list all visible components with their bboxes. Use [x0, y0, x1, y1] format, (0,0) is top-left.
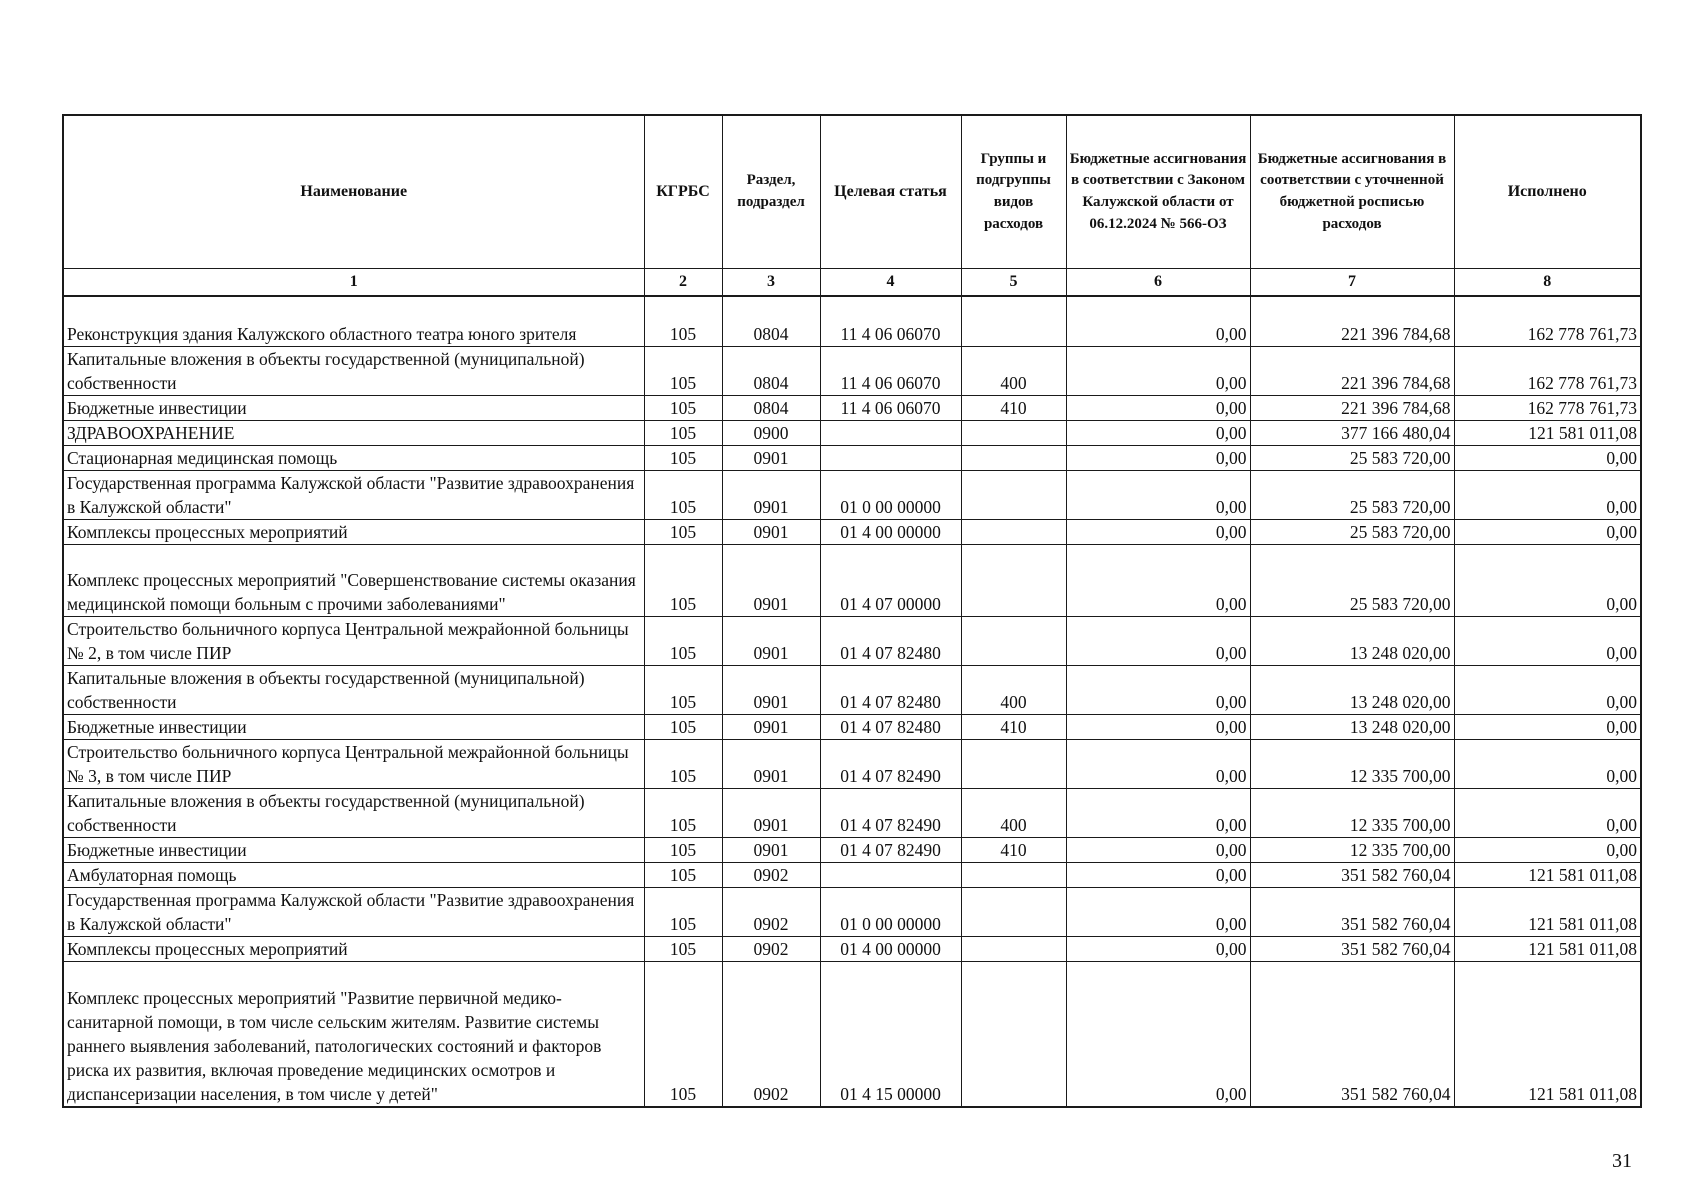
table-row	[63, 887, 1641, 936]
row-done-amount: 121 581 011,08	[1454, 936, 1641, 961]
row-done-amount: 0,00	[1454, 544, 1641, 616]
table-row	[63, 961, 1641, 1107]
row-gruppa: 410	[961, 395, 1066, 420]
row-gruppa: 400	[961, 346, 1066, 395]
header-row	[63, 115, 1641, 269]
row-name: Бюджетные инвестиции	[63, 714, 644, 739]
row-statya: 01 0 00 00000	[820, 887, 961, 936]
row-law-amount: 0,00	[1066, 936, 1250, 961]
row-law-amount: 0,00	[1066, 837, 1250, 862]
row-gruppa	[961, 616, 1066, 665]
row-kgrbs: 105	[644, 445, 722, 470]
header-name: Наименование	[63, 115, 644, 269]
row-done-amount: 0,00	[1454, 519, 1641, 544]
table-row	[63, 862, 1641, 887]
row-name: Государственная программа Калужской области "Развитие здравоохранения в Калужской области"	[63, 887, 644, 936]
row-plan-amount: 12 335 700,00	[1250, 739, 1454, 788]
row-statya: 01 4 07 82480	[820, 665, 961, 714]
row-done-amount: 162 778 761,73	[1454, 296, 1641, 346]
row-name: Комплекс процессных мероприятий "Развитие первичной медико-санитарной помощи, в том числе сельским жителям. Развитие системы раннего выявления заболеваний, патологических состояний и факторов риска их развития, включая проведение медицинских осмотров и диспансеризации населения, в том числе у детей"	[63, 961, 644, 1107]
row-name: Амбулаторная помощь	[63, 862, 644, 887]
row-razdel: 0901	[722, 519, 820, 544]
row-plan-amount: 25 583 720,00	[1250, 519, 1454, 544]
row-razdel: 0901	[722, 544, 820, 616]
row-razdel: 0804	[722, 395, 820, 420]
row-statya	[820, 445, 961, 470]
row-statya	[820, 862, 961, 887]
row-razdel: 0902	[722, 961, 820, 1107]
row-law-amount: 0,00	[1066, 519, 1250, 544]
header-law: Бюджетные ассигнования в соответствии с Законом Калужской области от 06.12.2024 № 566-ОЗ	[1066, 115, 1250, 269]
row-gruppa	[961, 519, 1066, 544]
row-plan-amount: 351 582 760,04	[1250, 961, 1454, 1107]
row-plan-amount: 12 335 700,00	[1250, 837, 1454, 862]
row-done-amount: 0,00	[1454, 837, 1641, 862]
row-gruppa	[961, 544, 1066, 616]
column-number: 3	[722, 269, 820, 297]
row-statya: 11 4 06 06070	[820, 395, 961, 420]
row-name: ЗДРАВООХРАНЕНИЕ	[63, 420, 644, 445]
header-kgrbs: КГРБС	[644, 115, 722, 269]
table-row	[63, 395, 1641, 420]
row-kgrbs: 105	[644, 739, 722, 788]
row-name: Комплексы процессных мероприятий	[63, 936, 644, 961]
row-law-amount: 0,00	[1066, 665, 1250, 714]
row-statya: 01 0 00 00000	[820, 470, 961, 519]
column-number: 8	[1454, 269, 1641, 297]
row-kgrbs: 105	[644, 887, 722, 936]
row-statya: 01 4 00 00000	[820, 519, 961, 544]
row-done-amount: 121 581 011,08	[1454, 887, 1641, 936]
row-razdel: 0901	[722, 837, 820, 862]
column-number: 2	[644, 269, 722, 297]
page-number: 31	[1612, 1150, 1632, 1172]
row-gruppa	[961, 470, 1066, 519]
row-statya: 01 4 07 82480	[820, 714, 961, 739]
row-plan-amount: 25 583 720,00	[1250, 544, 1454, 616]
row-gruppa	[961, 445, 1066, 470]
column-number-row	[63, 269, 1641, 297]
table-row	[63, 714, 1641, 739]
header-statya: Целевая статья	[820, 115, 961, 269]
row-plan-amount: 351 582 760,04	[1250, 862, 1454, 887]
table-row	[63, 346, 1641, 395]
row-razdel: 0902	[722, 862, 820, 887]
row-kgrbs: 105	[644, 961, 722, 1107]
row-statya: 01 4 07 82480	[820, 616, 961, 665]
row-razdel: 0901	[722, 788, 820, 837]
row-law-amount: 0,00	[1066, 470, 1250, 519]
table-row	[63, 788, 1641, 837]
row-name: Капитальные вложения в объекты государственной (муниципальной) собственности	[63, 665, 644, 714]
row-kgrbs: 105	[644, 346, 722, 395]
table-row	[63, 544, 1641, 616]
row-statya	[820, 420, 961, 445]
row-razdel: 0902	[722, 887, 820, 936]
row-razdel: 0901	[722, 470, 820, 519]
row-gruppa	[961, 862, 1066, 887]
header-gruppa: Группы и подгруппы видов расходов	[961, 115, 1066, 269]
row-plan-amount: 12 335 700,00	[1250, 788, 1454, 837]
row-done-amount: 0,00	[1454, 665, 1641, 714]
row-razdel: 0902	[722, 936, 820, 961]
row-plan-amount: 25 583 720,00	[1250, 470, 1454, 519]
row-plan-amount: 351 582 760,04	[1250, 936, 1454, 961]
row-kgrbs: 105	[644, 616, 722, 665]
row-done-amount: 0,00	[1454, 714, 1641, 739]
row-razdel: 0901	[722, 714, 820, 739]
row-gruppa	[961, 936, 1066, 961]
row-kgrbs: 105	[644, 420, 722, 445]
table-row	[63, 837, 1641, 862]
row-kgrbs: 105	[644, 837, 722, 862]
row-razdel: 0900	[722, 420, 820, 445]
header-plan: Бюджетные ассигнования в соответствии с уточненной бюджетной росписью расходов	[1250, 115, 1454, 269]
row-gruppa: 400	[961, 788, 1066, 837]
row-gruppa: 410	[961, 714, 1066, 739]
row-law-amount: 0,00	[1066, 714, 1250, 739]
row-law-amount: 0,00	[1066, 887, 1250, 936]
table-row	[63, 665, 1641, 714]
row-plan-amount: 377 166 480,04	[1250, 420, 1454, 445]
row-gruppa: 410	[961, 837, 1066, 862]
row-plan-amount: 13 248 020,00	[1250, 665, 1454, 714]
row-plan-amount: 351 582 760,04	[1250, 887, 1454, 936]
row-done-amount: 0,00	[1454, 616, 1641, 665]
row-name: Реконструкция здания Калужского областного театра юного зрителя	[63, 296, 644, 346]
row-kgrbs: 105	[644, 788, 722, 837]
row-plan-amount: 13 248 020,00	[1250, 714, 1454, 739]
row-statya: 01 4 15 00000	[820, 961, 961, 1107]
row-statya: 01 4 07 82490	[820, 837, 961, 862]
row-done-amount: 0,00	[1454, 739, 1641, 788]
row-done-amount: 162 778 761,73	[1454, 346, 1641, 395]
row-kgrbs: 105	[644, 936, 722, 961]
row-kgrbs: 105	[644, 519, 722, 544]
row-statya: 01 4 00 00000	[820, 936, 961, 961]
row-statya: 01 4 07 00000	[820, 544, 961, 616]
row-gruppa	[961, 887, 1066, 936]
row-razdel: 0804	[722, 346, 820, 395]
row-done-amount: 0,00	[1454, 788, 1641, 837]
row-gruppa	[961, 296, 1066, 346]
row-plan-amount: 25 583 720,00	[1250, 445, 1454, 470]
row-name: Капитальные вложения в объекты государственной (муниципальной) собственности	[63, 346, 644, 395]
column-number: 7	[1250, 269, 1454, 297]
row-name: Комплекс процессных мероприятий "Совершенствование системы оказания медицинской помощи больным с прочими заболеваниями"	[63, 544, 644, 616]
row-law-amount: 0,00	[1066, 961, 1250, 1107]
row-law-amount: 0,00	[1066, 445, 1250, 470]
row-statya: 11 4 06 06070	[820, 296, 961, 346]
header-razdel: Раздел, подраздел	[722, 115, 820, 269]
row-razdel: 0901	[722, 665, 820, 714]
row-plan-amount: 221 396 784,68	[1250, 346, 1454, 395]
row-law-amount: 0,00	[1066, 739, 1250, 788]
row-kgrbs: 105	[644, 862, 722, 887]
row-done-amount: 162 778 761,73	[1454, 395, 1641, 420]
column-number: 4	[820, 269, 961, 297]
row-kgrbs: 105	[644, 665, 722, 714]
row-done-amount: 121 581 011,08	[1454, 961, 1641, 1107]
table-row	[63, 519, 1641, 544]
row-statya: 11 4 06 06070	[820, 346, 961, 395]
row-name: Капитальные вложения в объекты государственной (муниципальной) собственности	[63, 788, 644, 837]
row-kgrbs: 105	[644, 544, 722, 616]
row-gruppa	[961, 961, 1066, 1107]
table-row	[63, 739, 1641, 788]
row-name: Строительство больничного корпуса Центральной межрайонной больницы № 2, в том числе ПИР	[63, 616, 644, 665]
row-done-amount: 121 581 011,08	[1454, 862, 1641, 887]
row-kgrbs: 105	[644, 470, 722, 519]
table-row	[63, 445, 1641, 470]
row-kgrbs: 105	[644, 296, 722, 346]
row-gruppa	[961, 739, 1066, 788]
row-done-amount: 0,00	[1454, 445, 1641, 470]
table-row	[63, 616, 1641, 665]
row-law-amount: 0,00	[1066, 346, 1250, 395]
budget-table	[62, 114, 1642, 1108]
row-law-amount: 0,00	[1066, 862, 1250, 887]
row-razdel: 0901	[722, 616, 820, 665]
row-law-amount: 0,00	[1066, 296, 1250, 346]
header-done: Исполнено	[1454, 115, 1641, 269]
row-gruppa	[961, 420, 1066, 445]
row-law-amount: 0,00	[1066, 395, 1250, 420]
row-kgrbs: 105	[644, 714, 722, 739]
row-plan-amount: 221 396 784,68	[1250, 395, 1454, 420]
row-name: Бюджетные инвестиции	[63, 395, 644, 420]
table-row	[63, 296, 1641, 346]
row-name: Строительство больничного корпуса Центральной межрайонной больницы № 3, в том числе ПИР	[63, 739, 644, 788]
row-razdel: 0901	[722, 445, 820, 470]
row-kgrbs: 105	[644, 395, 722, 420]
table-row	[63, 936, 1641, 961]
row-statya: 01 4 07 82490	[820, 788, 961, 837]
row-razdel: 0804	[722, 296, 820, 346]
column-number: 1	[63, 269, 644, 297]
row-law-amount: 0,00	[1066, 544, 1250, 616]
row-name: Государственная программа Калужской области "Развитие здравоохранения в Калужской области"	[63, 470, 644, 519]
row-plan-amount: 13 248 020,00	[1250, 616, 1454, 665]
row-law-amount: 0,00	[1066, 616, 1250, 665]
row-razdel: 0901	[722, 739, 820, 788]
table-row	[63, 420, 1641, 445]
row-law-amount: 0,00	[1066, 788, 1250, 837]
row-name: Бюджетные инвестиции	[63, 837, 644, 862]
table-body	[63, 296, 1641, 1107]
row-done-amount: 121 581 011,08	[1454, 420, 1641, 445]
row-plan-amount: 221 396 784,68	[1250, 296, 1454, 346]
table-row	[63, 470, 1641, 519]
row-name: Стационарная медицинская помощь	[63, 445, 644, 470]
row-gruppa: 400	[961, 665, 1066, 714]
column-number: 6	[1066, 269, 1250, 297]
column-number: 5	[961, 269, 1066, 297]
row-name: Комплексы процессных мероприятий	[63, 519, 644, 544]
row-done-amount: 0,00	[1454, 470, 1641, 519]
row-law-amount: 0,00	[1066, 420, 1250, 445]
row-statya: 01 4 07 82490	[820, 739, 961, 788]
